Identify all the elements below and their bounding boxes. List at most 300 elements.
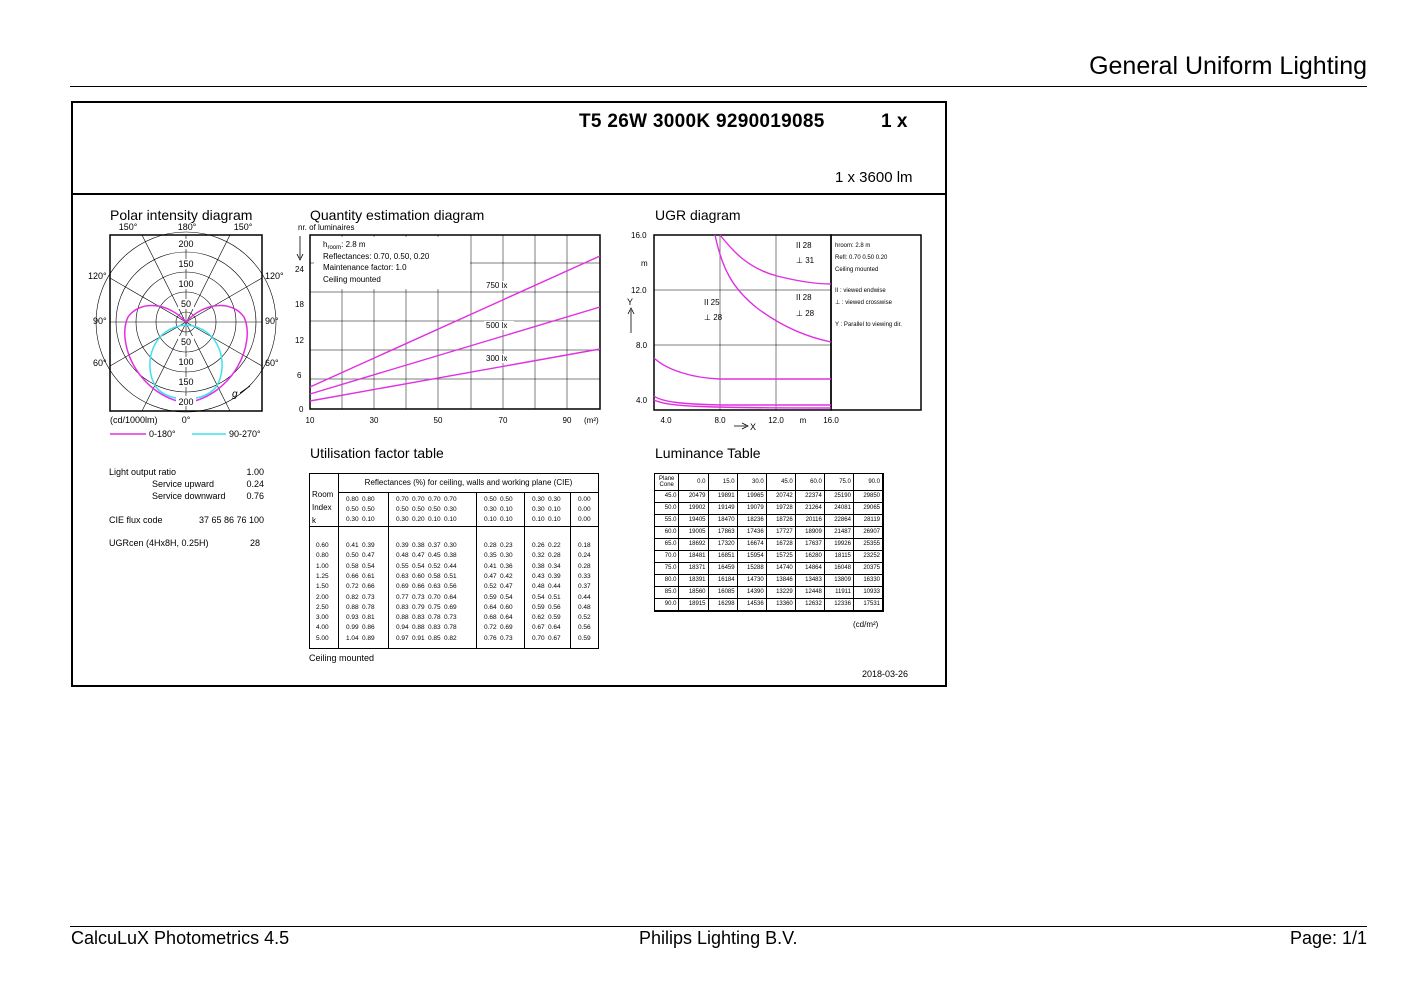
reflectance-value: 0.10 — [428, 516, 441, 523]
svg-text:100: 100 — [178, 357, 194, 367]
luminance-unit: (cd/m²) — [853, 620, 879, 629]
quantity-info-maintenance: Maintenance factor: 1.0 — [323, 263, 407, 272]
utilisation-factor: 0.54 — [362, 562, 375, 570]
svg-text:II 28: II 28 — [796, 241, 812, 250]
luminance-value: 29850 — [853, 491, 882, 503]
luminance-value: 13846 — [766, 575, 795, 587]
utilisation-factor: 0.63 — [428, 583, 441, 591]
utilisation-factor: 0.85 — [428, 634, 441, 642]
luminance-value: 16298 — [708, 599, 737, 611]
luminance-row — [655, 587, 883, 599]
luminance-value: 17320 — [708, 539, 737, 551]
room-index-value: 5.00 — [316, 634, 329, 642]
illuminance-line-2 — [310, 349, 600, 401]
luminance-value: 12336 — [824, 599, 853, 611]
utilisation-factor: 0.64 — [444, 593, 457, 601]
quantity-title: Quantity estimation diagram — [310, 207, 485, 223]
luminance-value: 17637 — [795, 539, 824, 551]
quantity-yticks — [295, 265, 304, 414]
utilisation-factor: 0.97 — [396, 634, 409, 642]
luminance-plane: 70.0 — [655, 551, 679, 563]
reflectance-value: 0.70 — [412, 496, 425, 503]
utilisation-factor: 0.60 — [500, 603, 513, 611]
utilisation-factor: 0.38 — [532, 562, 545, 570]
footer-page-number: Page: 1/1 — [1289, 928, 1367, 948]
utilisation-factor: 0.70 — [428, 593, 441, 601]
utilisation-factor: 0.56 — [578, 624, 591, 632]
utilisation-factor: 0.45 — [428, 552, 441, 560]
utilisation-factor: 0.47 — [362, 552, 375, 560]
ugr-legend — [835, 243, 902, 328]
room-index-value: 0.80 — [316, 552, 329, 560]
utilisation-factor: 0.83 — [412, 614, 425, 622]
room-index-value: 3.00 — [316, 614, 329, 622]
utilisation-factor: 0.52 — [578, 614, 591, 622]
luminance-value: 18391 — [679, 575, 708, 587]
utilisation-factor: 0.43 — [532, 572, 545, 580]
room-index-label: Room Index k — [312, 490, 334, 525]
luminance-row — [655, 563, 883, 575]
utilisation-factor: 0.77 — [396, 593, 409, 601]
luminance-value: 18915 — [679, 599, 708, 611]
footer-rule — [70, 926, 1367, 927]
utilisation-factor: 0.73 — [412, 593, 425, 601]
cie-flux-code-row: CIE flux code 37 65 86 76 100 — [109, 515, 264, 525]
footer-company: Philips Lighting B.V. — [639, 928, 798, 948]
utilisation-factor: 0.67 — [548, 634, 561, 642]
reflectance-value: 0.10 — [532, 516, 545, 523]
luminance-plane: 85.0 — [655, 587, 679, 599]
svg-text:18: 18 — [295, 300, 304, 309]
luminance-value: 15288 — [737, 563, 766, 575]
utilisation-factor: 0.47 — [500, 583, 513, 591]
luminance-value: 20742 — [766, 491, 795, 503]
svg-text:8.0: 8.0 — [714, 416, 726, 425]
svg-text:II 28: II 28 — [796, 293, 812, 302]
reflectance-value: 0.50 — [428, 506, 441, 513]
svg-text:⊥ 31: ⊥ 31 — [796, 256, 815, 265]
reflectance-value: 0.50 — [396, 506, 409, 513]
svg-text:hroom: 2.8 m: hroom: 2.8 m — [835, 243, 871, 249]
reflectance-value: 0.00 — [578, 496, 591, 503]
polar-angle-120-left: 120° — [88, 271, 107, 281]
reflectance-value: 0.50 — [500, 496, 513, 503]
utilisation-factor: 0.37 — [428, 542, 441, 549]
utilisation-factor: 0.39 — [396, 542, 409, 549]
luminance-value: 13229 — [766, 587, 795, 599]
utilisation-factor: 0.73 — [362, 593, 375, 601]
svg-text:4.0: 4.0 — [660, 416, 672, 425]
room-index-value: 2.50 — [316, 603, 329, 611]
luminance-value: 12632 — [795, 599, 824, 611]
utilisation-factor: 0.32 — [532, 552, 545, 560]
luminance-title: Luminance Table — [655, 445, 761, 461]
reflectance-value: 0.00 — [578, 506, 591, 513]
luminance-value: 17531 — [853, 599, 882, 611]
luminance-value: 13809 — [824, 575, 853, 587]
utilisation-factor: 0.66 — [412, 583, 425, 591]
reflectance-value: 0.80 — [362, 496, 375, 503]
utilisation-factor: 0.58 — [346, 562, 359, 570]
svg-text:II 25: II 25 — [704, 298, 720, 307]
lor-row: Light output ratio 1.00 — [109, 467, 264, 477]
luminance-value: 20116 — [795, 515, 824, 527]
luminance-col-header: 60.0 — [795, 474, 824, 491]
svg-text:150: 150 — [178, 377, 194, 387]
luminance-value: 20375 — [853, 563, 882, 575]
luminance-row — [655, 491, 883, 503]
luminance-value: 25355 — [853, 539, 882, 551]
reflectance-value: 0.30 — [532, 506, 545, 513]
luminance-row — [655, 539, 883, 551]
luminance-value: 19079 — [737, 503, 766, 515]
luminance-value: 17436 — [737, 527, 766, 539]
quantity-estimation-chart — [290, 218, 615, 430]
utilisation-factor: 0.59 — [484, 593, 497, 601]
utilisation-factor: 0.44 — [578, 593, 591, 601]
luminance-value: 25190 — [824, 491, 853, 503]
ugr-chart — [622, 228, 927, 433]
service-upward-row: Service upward 0.24 — [152, 479, 264, 489]
luminance-value: 11911 — [824, 587, 853, 599]
luminance-col-header: 0.0 — [679, 474, 708, 491]
utilisation-factor: 0.64 — [500, 614, 513, 622]
utilisation-title: Utilisation factor table — [310, 445, 444, 461]
luminous-flux: 1 x 3600 lm — [835, 169, 913, 186]
header-rule — [70, 86, 1367, 87]
svg-text:16.0: 16.0 — [631, 231, 647, 240]
reflectance-value: 0.30 — [532, 496, 545, 503]
utilisation-factor: 0.52 — [428, 562, 441, 570]
utilisation-factor: 0.82 — [444, 634, 457, 642]
utilisation-factor: 0.60 — [412, 572, 425, 580]
svg-text:200: 200 — [178, 239, 194, 249]
ugr-ylabel-m: m — [641, 259, 648, 268]
luminance-value: 13360 — [766, 599, 795, 611]
luminance-corner: Plane Cone — [655, 474, 679, 491]
reflectance-value: 0.50 — [412, 506, 425, 513]
reflectance-value: 0.30 — [396, 516, 409, 523]
utilisation-factor: 0.34 — [548, 562, 561, 570]
quantity-xlabel: (m²) — [584, 416, 599, 425]
luminance-value: 12448 — [795, 587, 824, 599]
luminance-value: 22864 — [824, 515, 853, 527]
luminance-row — [655, 527, 883, 539]
svg-text:Y : Parallel to viewing dir.: Y : Parallel to viewing dir. — [835, 322, 902, 328]
luminance-col-header: 30.0 — [737, 474, 766, 491]
utilisation-factor: 0.48 — [578, 603, 591, 611]
ugr-yticks — [631, 231, 648, 405]
utilisation-factor: 0.37 — [578, 583, 591, 591]
luminance-value: 16048 — [824, 563, 853, 575]
utilisation-factor: 0.51 — [548, 593, 561, 601]
utilisation-factor: 0.69 — [444, 603, 457, 611]
svg-text:4.0: 4.0 — [636, 396, 648, 405]
luminance-value: 16330 — [853, 575, 882, 587]
utilisation-factor: 0.83 — [428, 624, 441, 632]
utilisation-footnote: Ceiling mounted — [309, 653, 375, 663]
illuminance-label-0: 750 lx — [486, 281, 508, 290]
utilisation-factor: 0.48 — [396, 552, 409, 560]
room-index-value: 1.00 — [316, 562, 329, 570]
reflectance-value: 0.10 — [500, 516, 513, 523]
utilisation-factor: 0.83 — [396, 603, 409, 611]
utilisation-factor: 0.68 — [484, 614, 497, 622]
reflectance-value: 0.00 — [578, 516, 591, 523]
polar-angle-150-right: 150° — [233, 222, 253, 232]
reflectance-value: 0.10 — [500, 506, 513, 513]
luminance-col-header: 45.0 — [766, 474, 795, 491]
luminance-value: 16184 — [708, 575, 737, 587]
luminance-value: 14864 — [795, 563, 824, 575]
luminance-value: 15725 — [766, 551, 795, 563]
utilisation-factor: 0.61 — [362, 572, 375, 580]
luminance-row — [655, 575, 883, 587]
room-index-value: 0.60 — [316, 542, 329, 549]
service-downward-row: Service downward 0.76 — [152, 491, 264, 501]
utilisation-factor: 0.69 — [396, 583, 409, 591]
luminance-value: 19728 — [766, 503, 795, 515]
utilisation-factor: 0.88 — [396, 614, 409, 622]
svg-text:⊥ 28: ⊥ 28 — [704, 313, 723, 322]
utilisation-factor: 1.04 — [346, 634, 359, 642]
room-index-value: 2.00 — [316, 593, 329, 601]
polar-angle-150-left: 150° — [118, 222, 138, 232]
footer-software: CalcuLuX Photometrics 4.5 — [71, 928, 290, 948]
svg-text:50: 50 — [180, 337, 192, 347]
luminance-value: 15954 — [737, 551, 766, 563]
reflectance-value: 0.10 — [548, 516, 561, 523]
utilisation-factor: 0.48 — [532, 583, 545, 591]
utilisation-factor: 0.91 — [412, 634, 425, 642]
reflectance-value: 0.70 — [396, 496, 409, 503]
utilisation-factor: 0.41 — [346, 542, 359, 549]
utilisation-factor: 0.54 — [500, 593, 513, 601]
polar-unit: (cd/1000lm) — [110, 415, 158, 425]
utilisation-factor: 0.75 — [428, 603, 441, 611]
utilisation-factor: 0.26 — [532, 542, 545, 549]
reflectance-value: 0.10 — [548, 506, 561, 513]
svg-text:12.0: 12.0 — [768, 416, 784, 425]
luminance-value: 21487 — [824, 527, 853, 539]
luminance-row — [655, 503, 883, 515]
luminance-value: 14536 — [737, 599, 766, 611]
illuminance-line-1 — [310, 307, 600, 394]
reflectance-value: 0.50 — [484, 496, 497, 503]
legend-label-90-270: 90-270° — [229, 429, 261, 439]
illuminance-label-1: 500 lx — [486, 321, 508, 330]
reflectance-value: 0.80 — [346, 496, 359, 503]
utilisation-factor: 0.69 — [500, 624, 513, 632]
reflectance-value: 0.30 — [548, 496, 561, 503]
luminance-plane: 65.0 — [655, 539, 679, 551]
utilisation-factor: 0.88 — [412, 624, 425, 632]
luminance-plane: 55.0 — [655, 515, 679, 527]
svg-text:12: 12 — [295, 336, 304, 345]
utilisation-factor: 0.23 — [500, 542, 513, 549]
svg-text:0: 0 — [299, 405, 304, 414]
utilisation-factor: 0.78 — [428, 614, 441, 622]
reflectance-value: 0.10 — [484, 516, 497, 523]
luminance-row — [655, 515, 883, 527]
utilisation-factor: 0.30 — [500, 552, 513, 560]
utilisation-factor: 0.56 — [444, 583, 457, 591]
room-index-value: 1.50 — [316, 583, 329, 591]
utilisation-factor: 0.73 — [444, 614, 457, 622]
polar-angle-120-right: 120° — [265, 271, 284, 281]
utilisation-factor: 0.47 — [412, 552, 425, 560]
luminance-value: 28119 — [853, 515, 882, 527]
product-qty: 1 x — [881, 111, 908, 132]
svg-text:10: 10 — [305, 416, 315, 425]
utilisation-factor: 0.51 — [444, 572, 457, 580]
svg-text:12.0: 12.0 — [631, 286, 647, 295]
luminance-value: 20479 — [679, 491, 708, 503]
reflectance-value: 0.70 — [444, 496, 457, 503]
luminance-plane: 90.0 — [655, 599, 679, 611]
utilisation-factor: 0.89 — [362, 634, 375, 642]
utilisation-factor: 0.66 — [346, 572, 359, 580]
luminance-col-header: 75.0 — [824, 474, 853, 491]
luminance-col-header: 90.0 — [853, 474, 882, 491]
utilisation-factor: 0.55 — [396, 562, 409, 570]
utilisation-factor: 0.47 — [484, 572, 497, 580]
reflectance-value: 0.10 — [362, 516, 375, 523]
utilisation-factor: 0.44 — [548, 583, 561, 591]
utilisation-factor: 0.36 — [500, 562, 513, 570]
svg-text:8.0: 8.0 — [636, 341, 648, 350]
utilisation-factor: 0.28 — [548, 552, 561, 560]
svg-text:30: 30 — [369, 416, 379, 425]
quantity-xticks — [306, 416, 572, 425]
luminance-value: 19902 — [679, 503, 708, 515]
utilisation-factor: 0.28 — [578, 562, 591, 570]
utilisation-factor: 0.81 — [362, 614, 375, 622]
room-index-value: 1.25 — [316, 572, 329, 580]
luminance-value: 16280 — [795, 551, 824, 563]
utilisation-header: Reflectances (%) for ceiling, walls and working plane (CIE) — [338, 474, 598, 493]
utilisation-factor: 0.76 — [484, 634, 497, 642]
luminance-value: 19926 — [824, 539, 853, 551]
svg-text:Ceiling mounted: Ceiling mounted — [835, 267, 879, 273]
utilisation-factor: 0.78 — [444, 624, 457, 632]
polar-title: Polar intensity diagram — [110, 207, 253, 223]
reflectance-value: 0.50 — [362, 506, 375, 513]
luminance-row — [655, 551, 883, 563]
utilisation-factor: 0.63 — [396, 572, 409, 580]
utilisation-factor: 0.18 — [578, 542, 591, 549]
utilisation-factor: 0.99 — [346, 624, 359, 632]
luminance-plane: 60.0 — [655, 527, 679, 539]
luminance-value: 14740 — [766, 563, 795, 575]
svg-text:6: 6 — [297, 371, 302, 380]
luminance-value: 18371 — [679, 563, 708, 575]
utilisation-factor: 0.64 — [484, 603, 497, 611]
utilisation-factor: 0.78 — [362, 603, 375, 611]
luminance-plane: 80.0 — [655, 575, 679, 587]
svg-text:90: 90 — [562, 416, 572, 425]
ugr-title: UGR diagram — [655, 207, 741, 223]
utilisation-factor: 0.82 — [346, 593, 359, 601]
luminance-value: 16459 — [708, 563, 737, 575]
luminance-value: 13483 — [795, 575, 824, 587]
luminance-value: 10933 — [853, 587, 882, 599]
luminance-value: 18470 — [708, 515, 737, 527]
luminance-value: 26907 — [853, 527, 882, 539]
utilisation-factor: 0.33 — [578, 572, 591, 580]
svg-text:II : viewed endwise: II : viewed endwise — [835, 288, 886, 294]
utilisation-factor: 0.70 — [532, 634, 545, 642]
utilisation-factor: 0.24 — [578, 552, 591, 560]
utilisation-factor: 0.30 — [444, 542, 457, 549]
luminance-value: 19891 — [708, 491, 737, 503]
reflectance-value: 0.30 — [484, 506, 497, 513]
quantity-info-mounting: Ceiling mounted — [323, 275, 381, 284]
polar-angle-90-left: 90° — [93, 316, 107, 326]
quantity-info-reflectances: Reflectances: 0.70, 0.50, 0.20 — [323, 252, 430, 261]
luminance-value: 19965 — [737, 491, 766, 503]
reflectance-value: 0.70 — [428, 496, 441, 503]
issue-date: 2018-03-26 — [862, 669, 909, 679]
polar-angle-0: 0° — [181, 415, 191, 425]
luminance-value: 14730 — [737, 575, 766, 587]
svg-text:Refl: 0.70 0.50 0.20: Refl: 0.70 0.50 0.20 — [835, 255, 888, 261]
luminance-value: 18560 — [679, 587, 708, 599]
luminance-value: 18726 — [766, 515, 795, 527]
svg-text:24: 24 — [295, 265, 304, 274]
utilisation-factor: 0.67 — [532, 624, 545, 632]
utilisation-factor: 0.50 — [346, 552, 359, 560]
luminance-plane: 50.0 — [655, 503, 679, 515]
polar-angle-180: 180° — [177, 222, 197, 232]
utilisation-factor: 0.39 — [362, 542, 375, 549]
luminance-value: 21264 — [795, 503, 824, 515]
utilisation-factor: 0.38 — [444, 552, 457, 560]
polar-angle-60-right: 60° — [265, 358, 279, 368]
utilisation-factor: 0.79 — [412, 603, 425, 611]
luminance-table — [654, 473, 884, 612]
reflectance-value: 0.20 — [412, 516, 425, 523]
utilisation-factor: 0.52 — [484, 583, 497, 591]
luminance-value: 16674 — [737, 539, 766, 551]
utilisation-factor: 0.58 — [428, 572, 441, 580]
utilisation-factor: 0.86 — [362, 624, 375, 632]
luminance-value: 22374 — [795, 491, 824, 503]
utilisation-factor: 0.66 — [362, 583, 375, 591]
utilisation-factor: 0.59 — [532, 603, 545, 611]
utilisation-factor: 0.93 — [346, 614, 359, 622]
utilisation-factor: 0.62 — [532, 614, 545, 622]
quantity-ylabel: nr. of luminaires — [298, 223, 355, 232]
utilisation-factor: 0.22 — [548, 542, 561, 549]
quantity-info-hroom: $h_{room}$: 2.8 m — [323, 240, 366, 251]
utilisation-factor: 0.41 — [484, 562, 497, 570]
reflectance-value: 0.30 — [346, 516, 359, 523]
utilisation-factor: 0.38 — [412, 542, 425, 549]
svg-text:200: 200 — [178, 397, 194, 407]
reflectance-value: 0.10 — [444, 516, 457, 523]
utilisation-factor: 0.73 — [500, 634, 513, 642]
luminance-col-header: 15.0 — [708, 474, 737, 491]
svg-text:⊥ 28: ⊥ 28 — [796, 309, 815, 318]
ugr-ylabel-y: Y — [627, 297, 634, 307]
luminance-value: 29065 — [853, 503, 882, 515]
utilisation-factor: 0.72 — [346, 583, 359, 591]
svg-text:150: 150 — [178, 259, 194, 269]
utilisation-factor: 0.64 — [548, 624, 561, 632]
luminance-plane: 75.0 — [655, 563, 679, 575]
luminance-value: 17727 — [766, 527, 795, 539]
